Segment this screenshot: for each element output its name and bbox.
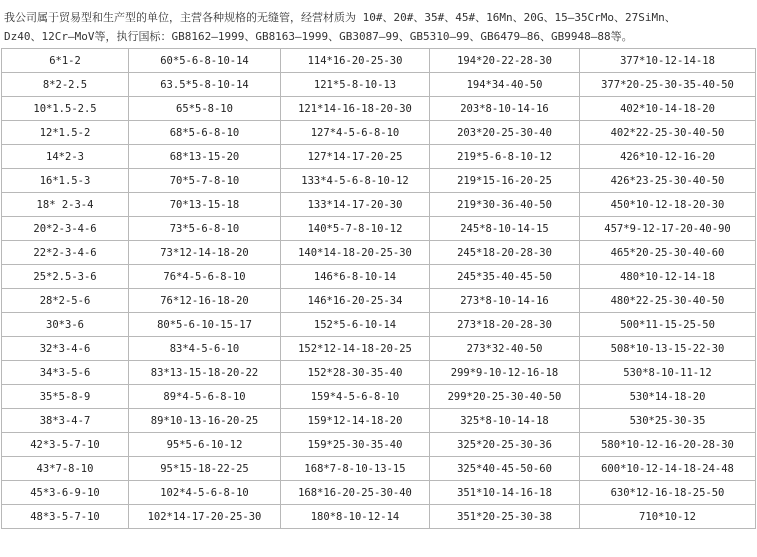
intro-line-1: 我公司属于贸易型和生产型的单位，主营各种规格的无缝管，经营材质为 10#、20#、35#、45#、16Mn、20G、15—35CrMo、27SiMn、 [4,11,676,24]
table-cell: 6*1-2 [2,49,129,73]
table-row [2,217,756,241]
table-cell: 530*14-18-20 [580,385,756,409]
table-cell: 377*20-25-30-35-40-50 [580,73,756,97]
intro-line-2: Dz40、12Cr—MoV等，执行国标：GB8162—1999、GB8163—1999、GB3087—99、GB5310—99、GB6479—86、GB9948—88等。 [4,30,633,43]
table-cell: 710*10-12 [580,505,756,529]
table-cell: 402*22-25-30-40-50 [580,121,756,145]
table-cell: 38*3-4-7 [2,409,129,433]
table-cell: 245*18-20-28-30 [430,241,580,265]
table-cell: 10*1.5-2.5 [2,97,129,121]
table-cell: 351*20-25-30-38 [430,505,580,529]
table-row [2,361,756,385]
table-cell: 600*10-12-14-18-24-48 [580,457,756,481]
table-cell: 76*4-5-6-8-10 [129,265,281,289]
table-row [2,193,756,217]
table-cell: 127*4-5-6-8-10 [281,121,430,145]
table-cell: 194*20-22-28-30 [430,49,580,73]
table-cell: 325*8-10-14-18 [430,409,580,433]
table-cell: 76*12-16-18-20 [129,289,281,313]
table-cell: 121*5-8-10-13 [281,73,430,97]
table-cell: 68*5-6-8-10 [129,121,281,145]
table-cell: 480*22-25-30-40-50 [580,289,756,313]
table-row [2,289,756,313]
table-cell: 219*30-36-40-50 [430,193,580,217]
table-row [2,313,756,337]
table-cell: 102*4-5-6-8-10 [129,481,281,505]
table-cell: 48*3-5-7-10 [2,505,129,529]
table-cell: 273*32-40-50 [430,337,580,361]
table-cell: 30*3-6 [2,313,129,337]
table-row [2,49,756,73]
table-cell: 14*2-3 [2,145,129,169]
table-cell: 426*23-25-30-40-50 [580,169,756,193]
intro-paragraph [0,0,757,48]
table-cell: 25*2.5-3-6 [2,265,129,289]
table-cell: 530*8-10-11-12 [580,361,756,385]
table-cell: 42*3-5-7-10 [2,433,129,457]
table-cell: 168*16-20-25-30-40 [281,481,430,505]
table-cell: 402*10-14-18-20 [580,97,756,121]
table-cell: 203*8-10-14-16 [430,97,580,121]
table-row [2,73,756,97]
table-cell: 450*10-12-18-20-30 [580,193,756,217]
pipe-spec-table-body [2,49,756,529]
table-cell: 95*15-18-22-25 [129,457,281,481]
pipe-spec-table [1,48,756,529]
table-cell: 102*14-17-20-25-30 [129,505,281,529]
table-cell: 83*4-5-6-10 [129,337,281,361]
table-cell: 68*13-15-20 [129,145,281,169]
table-row [2,241,756,265]
table-cell: 273*8-10-14-16 [430,289,580,313]
table-cell: 45*3-6-9-10 [2,481,129,505]
table-cell: 60*5-6-8-10-14 [129,49,281,73]
table-cell: 299*20-25-30-40-50 [430,385,580,409]
table-cell: 32*3-4-6 [2,337,129,361]
table-row [2,145,756,169]
table-cell: 16*1.5-3 [2,169,129,193]
table-cell: 219*15-16-20-25 [430,169,580,193]
table-cell: 630*12-16-18-25-50 [580,481,756,505]
table-row [2,169,756,193]
table-cell: 133*4-5-6-8-10-12 [281,169,430,193]
table-cell: 73*5-6-8-10 [129,217,281,241]
table-cell: 152*12-14-18-20-25 [281,337,430,361]
table-cell: 63.5*5-8-10-14 [129,73,281,97]
table-row [2,337,756,361]
table-cell: 34*3-5-6 [2,361,129,385]
table-cell: 12*1.5-2 [2,121,129,145]
table-cell: 146*6-8-10-14 [281,265,430,289]
table-cell: 203*20-25-30-40 [430,121,580,145]
table-cell: 95*5-6-10-12 [129,433,281,457]
table-row [2,97,756,121]
table-cell: 180*8-10-12-14 [281,505,430,529]
table-cell: 426*10-12-16-20 [580,145,756,169]
table-cell: 465*20-25-30-40-60 [580,241,756,265]
table-cell: 43*7-8-10 [2,457,129,481]
table-row [2,433,756,457]
table-cell: 28*2-5-6 [2,289,129,313]
table-cell: 18* 2-3-4 [2,193,129,217]
table-cell: 500*11-15-25-50 [580,313,756,337]
table-cell: 168*7-8-10-13-15 [281,457,430,481]
table-cell: 480*10-12-14-18 [580,265,756,289]
table-cell: 299*9-10-12-16-18 [430,361,580,385]
table-cell: 159*12-14-18-20 [281,409,430,433]
table-cell: 152*5-6-10-14 [281,313,430,337]
table-cell: 325*20-25-30-36 [430,433,580,457]
table-cell: 127*14-17-20-25 [281,145,430,169]
table-cell: 530*25-30-35 [580,409,756,433]
table-cell: 20*2-3-4-6 [2,217,129,241]
table-cell: 245*8-10-14-15 [430,217,580,241]
table-cell: 194*34-40-50 [430,73,580,97]
table-row [2,457,756,481]
table-cell: 22*2-3-4-6 [2,241,129,265]
table-cell: 508*10-13-15-22-30 [580,337,756,361]
table-cell: 133*14-17-20-30 [281,193,430,217]
table-row [2,265,756,289]
table-cell: 65*5-8-10 [129,97,281,121]
table-cell: 140*5-7-8-10-12 [281,217,430,241]
table-cell: 159*4-5-6-8-10 [281,385,430,409]
table-cell: 377*10-12-14-18 [580,49,756,73]
table-row [2,409,756,433]
table-cell: 140*14-18-20-25-30 [281,241,430,265]
table-cell: 114*16-20-25-30 [281,49,430,73]
table-row [2,385,756,409]
table-cell: 457*9-12-17-20-40-90 [580,217,756,241]
table-cell: 219*5-6-8-10-12 [430,145,580,169]
table-cell: 89*4-5-6-8-10 [129,385,281,409]
table-row [2,121,756,145]
table-cell: 73*12-14-18-20 [129,241,281,265]
table-cell: 159*25-30-35-40 [281,433,430,457]
table-cell: 80*5-6-10-15-17 [129,313,281,337]
table-row [2,481,756,505]
table-cell: 152*28-30-35-40 [281,361,430,385]
table-row [2,505,756,529]
table-cell: 35*5-8-9 [2,385,129,409]
table-cell: 273*18-20-28-30 [430,313,580,337]
table-cell: 121*14-16-18-20-30 [281,97,430,121]
table-cell: 146*16-20-25-34 [281,289,430,313]
table-cell: 83*13-15-18-20-22 [129,361,281,385]
table-cell: 351*10-14-16-18 [430,481,580,505]
table-cell: 89*10-13-16-20-25 [129,409,281,433]
table-cell: 580*10-12-16-20-28-30 [580,433,756,457]
table-cell: 70*13-15-18 [129,193,281,217]
table-cell: 8*2-2.5 [2,73,129,97]
table-cell: 70*5-7-8-10 [129,169,281,193]
table-cell: 325*40-45-50-60 [430,457,580,481]
table-cell: 245*35-40-45-50 [430,265,580,289]
